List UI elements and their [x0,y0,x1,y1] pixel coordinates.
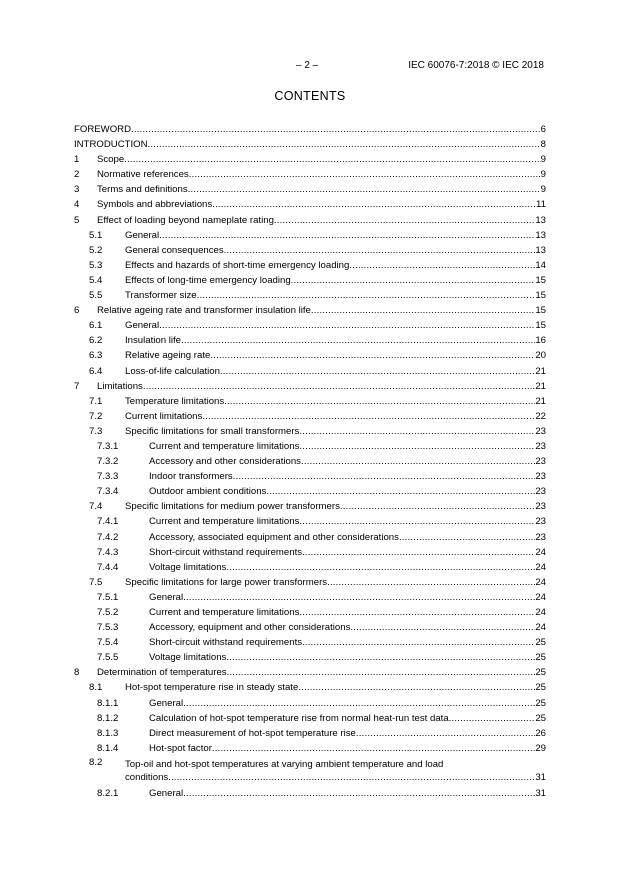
leader-dots [131,122,541,137]
leader-dots [143,379,535,394]
toc-entry[interactable] [74,680,546,695]
toc-entry[interactable] [74,182,546,197]
toc-entry-title: FOREWORD [74,124,132,135]
leader-dots [266,484,535,499]
toc-entry-number: 8.2.1 [97,787,119,799]
toc-entry[interactable] [74,379,546,394]
toc-entry-page: 23 [535,501,546,513]
toc-entry[interactable] [74,650,546,665]
toc-entry-page: 21 [535,395,546,407]
leader-dots [124,152,540,167]
toc-entry-title: Specific limitations for large power transformers [125,576,328,588]
toc-entry-title: Short-circuit withstand requirements [149,546,303,558]
toc-entry[interactable] [74,348,546,363]
table-of-contents [74,122,546,801]
toc-entry-page: 9 [540,184,546,196]
leader-dots [168,771,535,784]
toc-entry-page: 23 [535,440,546,452]
toc-entry-number: 8.1.4 [97,742,119,754]
leader-dots [181,333,535,348]
page-number: – 2 – [296,60,319,71]
leader-dots [299,514,535,529]
toc-entry-title: Normative references [97,169,189,181]
toc-entry-number: 7.3.4 [97,486,119,498]
toc-entry-number: 7.4.4 [97,561,119,573]
toc-entry-page: 20 [535,350,546,362]
toc-entry-title: Hot-spot factor [149,742,212,754]
toc-entry[interactable] [74,605,546,620]
toc-entry-page: 24 [535,561,546,573]
toc-entry-number: 2 [74,169,80,181]
leader-dots [148,137,541,152]
toc-entry-number: 7.5.2 [97,607,119,618]
toc-entry[interactable] [74,439,546,454]
toc-entry-title: Loss-of-life calculation [125,365,220,377]
leader-dots [212,741,535,756]
toc-entry-page: 15 [535,305,546,317]
toc-entry-number: 3 [74,184,80,196]
toc-entry-title: Terms and definitions [97,184,188,196]
toc-entry[interactable] [74,635,546,650]
toc-entry-number: 5.2 [89,244,103,256]
toc-entry-page: 23 [535,425,546,437]
toc-entry-number: 7.4.3 [97,546,119,558]
leader-dots [299,424,535,439]
leader-dots [183,590,535,605]
leader-dots [311,303,535,318]
toc-entry-page: 14 [535,259,546,271]
toc-entry[interactable] [74,137,546,152]
toc-entry-page: 23 [535,456,546,468]
toc-entry[interactable] [74,273,546,288]
leader-dots [233,469,536,484]
toc-entry-number: 7.5 [89,576,103,588]
toc-entry[interactable] [74,786,546,801]
leader-dots [327,575,535,590]
page-title: CONTENTS [274,89,346,103]
toc-entry-page: 23 [535,531,546,543]
toc-entry-page: 21 [535,365,546,377]
toc-entry[interactable] [74,514,546,529]
leader-dots [210,348,535,363]
toc-entry[interactable] [74,560,546,575]
toc-entry-page: 23 [535,471,546,483]
toc-entry-number: 7.3.1 [97,440,119,452]
toc-entry-page: 16 [535,335,546,347]
toc-entry[interactable] [74,499,546,514]
toc-entry[interactable] [74,590,546,605]
toc-entry-title: Accessory, equipment and other considerations [149,622,351,634]
toc-entry-number: 6.4 [89,365,103,377]
toc-entry-page: 11 [536,199,546,211]
toc-entry-number: 7.5.3 [97,622,119,634]
toc-entry[interactable] [74,197,546,212]
leader-dots [340,499,535,514]
toc-entry[interactable] [74,711,546,726]
leader-dots [197,288,536,303]
leader-dots [274,213,535,228]
toc-entry[interactable] [74,545,546,560]
leader-dots [298,680,535,695]
toc-entry-title: Calculation of hot-spot temperature rise from normal heat-run test data [149,712,449,724]
toc-entry-number: 7.4.1 [97,516,119,528]
leader-dots [349,258,535,273]
toc-entry-title: Scope [97,154,125,166]
toc-entry-page: 9 [540,154,546,166]
toc-entry[interactable] [74,484,546,499]
leader-dots [159,318,535,333]
toc-entry-page: 6 [540,124,546,135]
toc-entry-title: Hot-spot temperature rise in steady state [125,682,299,694]
toc-entry[interactable] [74,741,546,756]
leader-dots [183,786,535,801]
toc-entry[interactable] [74,620,546,635]
toc-entry-number: 5.4 [89,274,103,286]
toc-entry-title: General [125,229,160,241]
toc-entry-page: 13 [535,244,546,256]
toc-entry-number: 8.1.2 [97,712,119,724]
toc-entry-title: Relative ageing rate and transformer insulation life [97,305,311,317]
toc-entry[interactable] [74,258,546,273]
toc-entry-page: 31 [535,771,546,783]
toc-entry-number: 7.3 [89,425,103,437]
toc-entry-number: 7.5.5 [97,652,119,664]
leader-dots [301,454,535,469]
toc-entry-title: General consequences [125,244,224,256]
toc-entry-number: 5.5 [89,290,103,302]
toc-entry-page: 15 [535,274,546,286]
toc-entry-title: Relative ageing rate [125,350,211,362]
toc-entry-page: 25 [535,652,546,664]
leader-dots [226,560,535,575]
toc-entry[interactable] [74,469,546,484]
leader-dots [212,197,536,212]
toc-entry-page: 13 [535,229,546,241]
toc-entry-number: 6.1 [89,320,103,332]
toc-entry-title: Accessory and other considerations [149,456,301,468]
toc-entry-page: 24 [535,576,546,588]
leader-dots [299,439,535,454]
toc-entry-number: 8.2 [89,756,103,768]
leader-dots [202,409,535,424]
toc-entry-number: 7.4.2 [97,531,119,543]
toc-entry-title: Determination of temperatures [97,667,227,679]
toc-entry-number: 5 [74,214,80,226]
toc-entry-title: Current and temperature limitations [149,516,300,528]
toc-entry-title: Current and temperature limitations [149,440,300,452]
toc-entry-title: Indoor transformers [149,471,233,483]
toc-entry-number: 7.1 [89,395,103,407]
toc-entry-title: Effects and hazards of short-time emergency loading [125,259,350,271]
toc-entry-number: 1 [74,154,80,166]
toc-entry[interactable] [74,409,546,424]
toc-entry-number: 7.4 [89,501,103,513]
toc-entry-number: 8.1.3 [97,727,119,739]
toc-entry-page: 24 [535,546,546,558]
toc-entry-page: 24 [535,622,546,634]
toc-entry-number: 8.1 [89,682,103,694]
toc-entry[interactable] [74,228,546,243]
toc-entry-title: Voltage limitations [149,652,227,664]
toc-entry-title: Direct measurement of hot-spot temperature rise [149,727,356,739]
toc-entry-page: 26 [535,727,546,739]
leader-dots [399,530,535,545]
toc-entry[interactable] [74,424,546,439]
toc-entry-title: INTRODUCTION [74,139,148,151]
leader-dots [220,364,535,379]
toc-entry-title: Specific limitations for small transformers [125,425,300,437]
toc-entry[interactable] [74,454,546,469]
toc-entry-number: 7.5.4 [97,637,119,649]
leader-dots [356,726,535,741]
toc-entry-title: Accessory, associated equipment and other considerations [149,531,399,543]
toc-entry-title: Effect of loading beyond nameplate rating [97,214,274,226]
toc-entry-page: 15 [535,320,546,332]
toc-entry-page: 21 [535,380,546,392]
toc-entry-page: 8 [540,139,546,151]
leader-dots [189,167,541,182]
leader-dots [299,605,535,620]
toc-entry[interactable] [74,575,546,590]
toc-entry[interactable] [74,288,546,303]
toc-entry-title: Voltage limitations [149,561,227,573]
toc-entry[interactable] [74,303,546,318]
toc-entry-title: General [149,591,184,603]
toc-entry[interactable] [74,665,546,680]
leader-dots [291,273,536,288]
toc-entry-number: 6.2 [89,335,103,347]
toc-entry-page: 25 [535,697,546,709]
toc-entry-number: 6 [74,305,80,317]
toc-entry-title: General [149,787,184,799]
leader-dots [227,665,536,680]
toc-entry-page: 23 [535,516,546,528]
toc-entry-title: Current limitations [125,410,203,422]
toc-entry-title: Effects of long-time emergency loading [125,274,291,286]
toc-entry-number: 6.3 [89,350,103,362]
toc-entry-page: 25 [535,667,546,679]
toc-entry-page: 15 [535,290,546,302]
toc-entry-number: 5.3 [89,259,103,271]
leader-dots [350,620,535,635]
toc-entry-number: 8 [74,667,80,679]
toc-entry-title: Top-oil and hot-spot temperatures at varying ambient temperature and load [125,758,444,770]
toc-entry-page: 31 [535,787,546,799]
toc-entry-page: 9 [540,169,546,181]
leader-dots [188,182,541,197]
toc-entry-title: Symbols and abbreviations [97,199,213,211]
toc-entry[interactable] [74,213,546,228]
toc-entry-title: General [149,697,184,709]
toc-entry-page: 13 [535,214,546,226]
toc-entry-number: 8.1.1 [97,697,119,709]
toc-entry-title: General [125,320,160,332]
toc-entry-page: 22 [535,410,546,422]
leader-dots [302,545,535,560]
toc-entry-number: 7.5.1 [97,591,119,603]
toc-entry-page: 25 [535,682,546,694]
toc-entry-page: 24 [535,607,546,618]
toc-entry-page: 25 [535,712,546,724]
leader-dots [226,650,535,665]
leader-dots [224,394,535,409]
toc-entry-page: 29 [535,742,546,754]
toc-entry[interactable] [74,530,546,545]
toc-entry-number: 5.1 [89,229,103,241]
toc-entry-number: 7.2 [89,410,103,422]
toc-entry-page: 24 [535,591,546,603]
toc-entry-number: 7 [74,380,80,392]
toc-entry[interactable] [74,333,546,348]
toc-entry[interactable] [74,394,546,409]
toc-entry-title: Temperature limitations [125,395,225,407]
toc-entry[interactable] [74,152,546,167]
toc-entry-number: 7.3.2 [97,456,119,468]
toc-entry[interactable] [74,167,546,182]
toc-entry[interactable] [74,756,546,786]
toc-entry[interactable] [74,726,546,741]
toc-entry-title: Current and temperature limitations [149,607,300,618]
toc-entry-number: 4 [74,199,80,211]
toc-entry-title: Specific limitations for medium power transformers [125,501,340,513]
toc-entry-title-continued: conditions [125,771,169,783]
leader-dots [224,243,536,258]
toc-entry[interactable] [74,318,546,333]
toc-entry-title: Outdoor ambient conditions [149,486,267,498]
leader-dots [183,696,535,711]
leader-dots [159,228,535,243]
toc-entry[interactable] [74,243,546,258]
toc-entry-title: Short-circuit withstand requirements [149,637,303,649]
toc-entry-title: Insulation life [125,335,181,347]
toc-entry[interactable] [74,696,546,711]
toc-entry[interactable] [74,364,546,379]
toc-entry-title: Transformer size [125,290,197,302]
leader-dots [302,635,535,650]
toc-entry-title: Limitations [97,380,143,392]
leader-dots [449,711,536,726]
document-id: IEC 60076-7:2018 © IEC 2018 [408,60,544,71]
toc-entry-number: 7.3.3 [97,471,119,483]
toc-entry-page: 23 [535,486,546,498]
toc-entry[interactable] [74,122,546,137]
toc-entry-page: 25 [535,637,546,649]
